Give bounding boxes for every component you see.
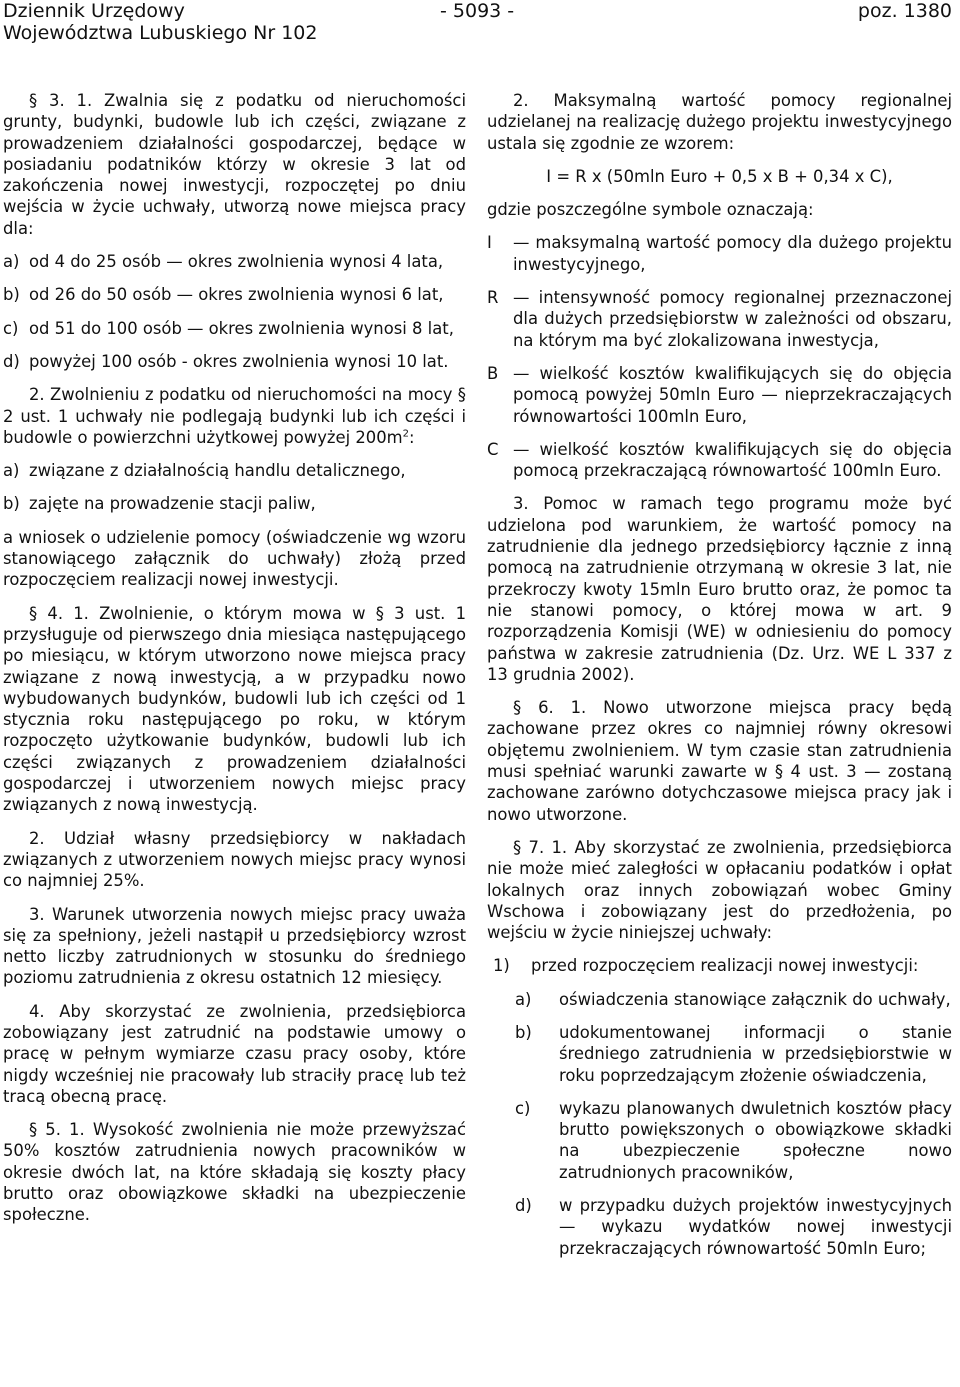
symbol-description: intensywność pomocy regionalnej przeznaczonej dla dużych przedsiębiorstw w zależności od obszaru, na którym ma być zlokalizowana inwestycja, <box>513 288 953 350</box>
symbol-label: R <box>487 288 499 308</box>
journal-title: Dziennik Urzędowy <box>3 0 185 22</box>
list-marker: d) <box>3 351 20 371</box>
symbol-definition <box>487 363 952 427</box>
symbol-description: maksymalną wartość pomocy dla dużego projektu inwestycyjnego, <box>513 233 952 274</box>
symbol-text: — maksymalną wartość pomocy dla dużego projektu inwestycyjnego, <box>513 233 952 274</box>
list-item <box>487 989 952 1010</box>
symbol-description: wielkość kosztów kwalifikujących się do objęcia pomocą przekraczającą równowartość 100mln Euro. <box>513 439 952 481</box>
symbol-label: I <box>487 233 492 253</box>
symbol-text: — wielkość kosztów kwalifikujących się do objęcia pomocą powyżej 50mln Euro — nieprzekraczających równowartości 100mln Euro, <box>513 363 952 426</box>
list-item <box>3 493 466 514</box>
list-marker: d) <box>515 1196 532 1216</box>
list-marker: b) <box>515 1022 532 1042</box>
list-item <box>3 284 466 305</box>
symbol-description: wielkość kosztów kwalifikujących się do objęcia pomocą powyżej 50mln Euro — nieprzekraczających równowartości 100mln Euro, <box>513 363 952 426</box>
list-item <box>3 460 466 481</box>
list-marker: b) <box>3 494 20 514</box>
list-marker: 1) <box>493 956 510 976</box>
list-item <box>487 1195 952 1259</box>
symbol-label: B <box>487 363 499 383</box>
section-3-paragraph-3: a wniosek o udzielenie pomocy (oświadczenie wg wzoru stanowiącego załącznik do uchwały) złożą przed rozpoczęciem realizacji nowej inwestycji. <box>3 527 466 590</box>
section-6-paragraph-1: § 6. 1. Nowo utworzone miejsca pracy będą zachowane przez okres co najmniej równy okresowi objętemu zwolnieniem. W tym czasie stan zatrudnienia musi spełniać warunki zawarte w § 4 ust. 3 — zostaną zachowane zarówno dotychczasowe miejsca pracy jak i nowo utworzone. <box>487 698 952 824</box>
symbol-text: — wielkość kosztów kwalifikujących się do objęcia pomocą przekraczającą równowartość 100mln Euro. <box>513 439 952 481</box>
list-marker: a) <box>3 461 20 481</box>
section-5-paragraph-3: 3. Pomoc w ramach tego programu może być udzielona pod warunkiem, że wartość pomocy na zatrudnienie dla jednego przedsiębiorcy łącznie z inną pomocą na zatrudnienie otrzymaną w okresie 3 lat, nie przekroczy kwoty 15mln Euro brutto oraz, że pomoc ta nie stanowi pomocy, o której mowa w art. 9 rozporządzenia Komisji (WE) w odniesieniu do pomocy państwa w zakresie zatrudnienia (Dz. Urz. WE L 337 z 13 grudnia 2002). <box>487 494 952 684</box>
section-4-paragraph-2: 2. Udział własny przedsiębiorcy w nakładach związanych z utworzeniem nowych miejsc pracy wynosi co najmniej 25%. <box>3 828 466 891</box>
section-4-paragraph-4: 4. Aby skorzystać ze zwolnienia, przedsiębiorca zobowiązany jest zatrudnić na podstawie umowy o pracę w pełnym wymiarze czasu pracy osoby, które nigdy wcześniej nie pracowały lub straciły pracę lub też tracą obecną pracę. <box>3 1001 466 1106</box>
symbol-text: — intensywność pomocy regionalnej przeznaczonej dla dużych przedsiębiorstw w zależności od obszaru, na którym ma być zlokalizowana inwestycja, <box>513 288 953 350</box>
list-item <box>487 955 952 976</box>
list-marker: a) <box>515 989 532 1009</box>
page-header <box>0 0 960 46</box>
list-text: od 26 do 50 osób — okres zwolnienia wynosi 6 lat, <box>29 285 444 305</box>
aid-formula: I = R x (50mln Euro + 0,5 x B + 0,34 x C), <box>546 166 893 186</box>
list-text: od 51 do 100 osób — okres zwolnienia wynosi 8 lat, <box>29 318 454 338</box>
page-number: - 5093 - <box>440 0 515 22</box>
list-text: związane z działalnością handlu detalicznego, <box>29 461 406 481</box>
section-5-paragraph-1: § 5. 1. Wysokość zwolnienia nie może przewyższać 50% kosztów zatrudnienia nowych pracowników w okresie dwóch lat, na które składają się koszty płacy brutto oraz obowiązkowe składki na ubezpieczenie społeczne. <box>3 1120 466 1225</box>
right-column <box>487 90 952 1271</box>
list-text: wykazu planowanych dwuletnich kosztów płacy brutto powiększonych o obowiązkowe składki na ubezpieczenie społeczne nowo zatrudnionych pracowników, <box>559 1098 952 1182</box>
symbol-definition <box>487 439 952 482</box>
list-item <box>3 351 466 372</box>
list-item <box>3 251 466 272</box>
symbol-definition <box>487 287 952 351</box>
section-3-paragraph-1: § 3. 1. Zwalnia się z podatku od nieruchomości grunty, budynki, budowle lub ich części, związane z prowadzeniem działalności gospodarczej, będące w posiadaniu podatników którzy w okresie 3 lat od zakończenia nowej inwestycji, rozpoczętej po dniu wejścia w życie uchwały, utworzą nowe miejsca pracy dla: <box>3 91 466 238</box>
list-text: zajęte na prowadzenie stacji paliw, <box>29 494 316 514</box>
symbol-definition <box>487 232 952 275</box>
section-5-paragraph-2: 2. Maksymalną wartość pomocy regionalnej udzielanej na realizację dużego projektu inwestycyjnego ustala się zgodnie ze wzorem: <box>487 91 952 153</box>
list-item <box>487 1022 952 1086</box>
superscript: 2 <box>402 428 410 440</box>
left-column <box>3 90 466 1238</box>
list-marker: a) <box>3 252 20 272</box>
list-item <box>3 318 466 339</box>
section-7-paragraph-1: § 7. 1. Aby skorzystać ze zwolnienia, przedsiębiorca nie może mieć zaległości w opłacaniu podatków i opłat lokalnych oraz innych zobowiązań wobec Gminy Wschowa i zobowiązany jest do przedłożenia, po wejściu w życie niniejszej uchwały: <box>487 837 952 943</box>
list-text: powyżej 100 osób - okres zwolnienia wynosi 10 lat. <box>29 351 449 371</box>
paragraph-text: 2. Zwolnieniu z podatku od nieruchomości na mocy § 2 ust. 1 uchwały nie podlegają budynki lub ich części i budowle o powierzchni użytkowej powyżej 200m <box>3 385 466 447</box>
list-text: oświadczenia stanowiące załącznik do uchwały, <box>559 989 951 1009</box>
journal-subtitle: Województwa Lubuskiego Nr 102 <box>3 22 318 44</box>
symbol-label: C <box>487 439 499 459</box>
list-text: od 4 do 25 osób — okres zwolnienia wynosi 4 lata, <box>29 252 444 272</box>
paragraph-suffix: : <box>409 427 415 447</box>
list-text: udokumentowanej informacji o stanie średniego zatrudnienia w przedsiębiorstwie w roku poprzedzającym złożenie oświadczenia, <box>559 1022 952 1085</box>
list-marker: c) <box>515 1098 531 1118</box>
list-text: w przypadku dużych projektów inwestycyjnych — wykazu wydatków nowej inwestycji przekraczających równowartość 50mln Euro; <box>559 1196 952 1258</box>
list-text: przed rozpoczęciem realizacji nowej inwestycji: <box>531 956 919 976</box>
symbols-intro: gdzie poszczególne symbole oznaczają: <box>487 200 814 220</box>
list-marker: c) <box>3 318 19 338</box>
list-item <box>487 1098 952 1183</box>
position-number: poz. 1380 <box>857 0 952 22</box>
list-marker: b) <box>3 285 20 305</box>
section-3-paragraph-2 <box>3 384 466 448</box>
section-4-paragraph-1: § 4. 1. Zwolnienie, o którym mowa w § 3 ust. 1 przysługuje od pierwszego dnia miesiąca następującego po miesiącu, w którym utworzono nowe miejsca pracy związane z nową inwestycją, a w przypadku nowo wybudowanych budynków, budowli lub ich części od 1 stycznia roku następującego po roku, w którym rozpoczęto użytkowanie budynków, budowli lub ich części związanych z prowadzeniem działalności gospodarczej i utworzeniem nowych miejsc pracy związanych z nową inwestycją. <box>3 603 466 815</box>
section-4-paragraph-3: 3. Warunek utworzenia nowych miejsc pracy uważa się za spełniony, jeżeli nastąpił u przedsiębiorcy wzrost netto liczby zatrudnionych w stosunku do średniego poziomu zatrudnienia z okresu ostatnich 12 miesięcy. <box>3 904 466 988</box>
